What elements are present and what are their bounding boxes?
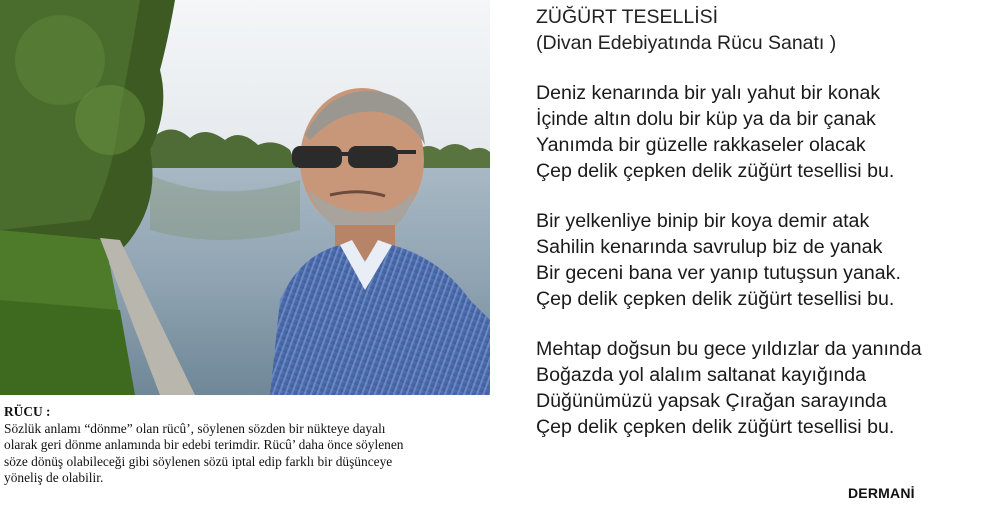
lake-portrait-image bbox=[0, 0, 490, 395]
note-title: RÜCU : bbox=[4, 404, 51, 419]
poem-line: Çep delik çepken delik züğürt tesellisi bu. bbox=[536, 416, 895, 438]
poem bbox=[536, 4, 996, 440]
poem-line: Bir geceni bana ver yanıp tutuşsun yanak. bbox=[536, 262, 901, 284]
poem-line: Çep delik çepken delik züğürt tesellisi bu. bbox=[536, 288, 895, 310]
stanza-2 bbox=[536, 208, 996, 312]
poem-author: DERMANİ bbox=[848, 485, 915, 501]
poem-line: Sahilin kenarında savrulup biz de yanak bbox=[536, 236, 883, 258]
stanza-1 bbox=[536, 80, 996, 184]
poem-line: Deniz kenarında bir yalı yahut bir konak bbox=[536, 82, 881, 104]
poem-line: Mehtap doğsun bu gece yıldızlar da yanında bbox=[536, 338, 922, 360]
note-body bbox=[4, 421, 516, 487]
poem-title: ZÜĞÜRT TESELLİSİ bbox=[536, 6, 719, 28]
poem-line: İçinde altın dolu bir küp ya da bir çanak bbox=[536, 108, 876, 130]
note-line: yöneliş de olabilir. bbox=[4, 470, 104, 485]
poem-subtitle: (Divan Edebiyatında Rücu Sanatı ) bbox=[536, 32, 837, 54]
note-line: Sözlük anlamı “dönme” olan rücû’, söylenen sözden bir nükteye dayalı bbox=[4, 420, 386, 436]
poem-line: Çep delik çepken delik züğürt tesellisi bu. bbox=[536, 160, 895, 182]
poem-line: Düğünümüzü yapsak Çırağan sarayında bbox=[536, 390, 887, 412]
note-line: olarak geri dönme anlamında bir edebi terimdir. Rücû’ daha önce söylenen bbox=[4, 437, 404, 452]
poem-line: Boğazda yol alalım saltanat kayığında bbox=[536, 364, 867, 386]
rucu-note bbox=[4, 404, 516, 487]
author-photo bbox=[0, 0, 490, 395]
poem-line: Yanımda bir güzelle rakkaseler olacak bbox=[536, 134, 866, 156]
poem-line: Bir yelkenliye binip bir koya demir atak bbox=[536, 210, 870, 232]
stanza-3 bbox=[536, 336, 996, 440]
note-line: söze dönüş olabileceği gibi söylenen sözü iptal edip farklı bir düşünceye bbox=[4, 453, 393, 469]
